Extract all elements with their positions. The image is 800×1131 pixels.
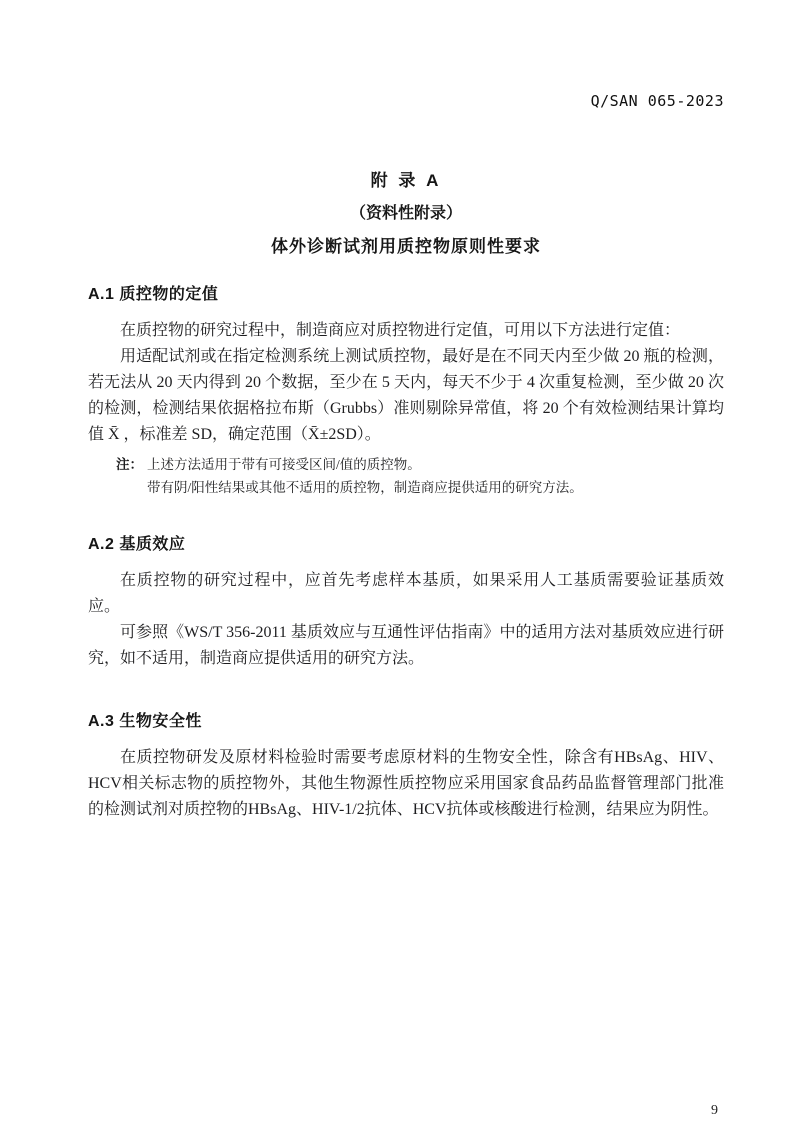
section-a2-heading: A.2 基质效应 (88, 536, 186, 553)
section-a3 (88, 708, 724, 823)
section-a2-paragraph-2: 可参照《WS/T 356-2011 基质效应与互通性评估指南》中的适用方法对基质效应进行研究，如不适用，制造商应提供适用的研究方法。 (88, 624, 724, 667)
doc-number: Q/SAN 065-2023 (590, 92, 724, 110)
section-a3-paragraph-1: 在质控物研发及原材料检验时需要考虑原材料的生物安全性，除含有HBsAg、HIV、HCV相关标志物的质控物外，其他生物源性质控物应采用国家食品药品监督管理部门批准的检测试剂对质控物的HBsAg、HIV-1/2抗体、HCV抗体或核酸进行检测，结果应为阴性。 (88, 749, 724, 818)
section-a1-paragraph-1: 在质控物的研究过程中，制造商应对质控物进行定值，可用以下方法进行定值： (120, 322, 681, 339)
note-line (116, 453, 724, 476)
section-a2-paragraph-1: 在质控物的研究过程中，应首先考虑样本基质，如果采用人工基质需要验证基质效应。 (88, 572, 724, 615)
section-a2 (88, 531, 724, 672)
section-a1 (88, 281, 724, 499)
section-a3-heading: A.3 生物安全性 (88, 713, 202, 730)
section-a1-paragraph-2: 用适配试剂或在指定检测系统上测试质控物，最好是在不同天内至少做 20 瓶的检测，若无法从 20 天内得到 20 个数据，至少在 5 天内，每天不少于 4 次重复检测，至少做 20 次的检测，检测结果依据格拉布斯（Grubbs）准则剔除异常值，将 20 个有效检测结果计算均值 X̄ ，标准差 SD，确定范围（X̄±2SD）。 (88, 348, 724, 443)
note-text-1: 上述方法适用于带有可接受区间/值的质控物。 (147, 457, 421, 472)
appendix-heading: 附 录 A (370, 171, 442, 190)
note-block (88, 453, 724, 499)
appendix-title-block (88, 166, 724, 257)
note-label: 注： (116, 457, 143, 472)
note-text-2: 带有阴/阳性结果或其他不适用的质控物，制造商应提供适用的研究方法。 (147, 480, 583, 495)
section-a1-heading: A.1 质控物的定值 (88, 286, 219, 303)
appendix-subject: 体外诊断试剂用质控物原则性要求 (271, 237, 541, 256)
appendix-type: （资料性附录） (349, 205, 462, 222)
page-number: 9 (711, 1103, 718, 1118)
